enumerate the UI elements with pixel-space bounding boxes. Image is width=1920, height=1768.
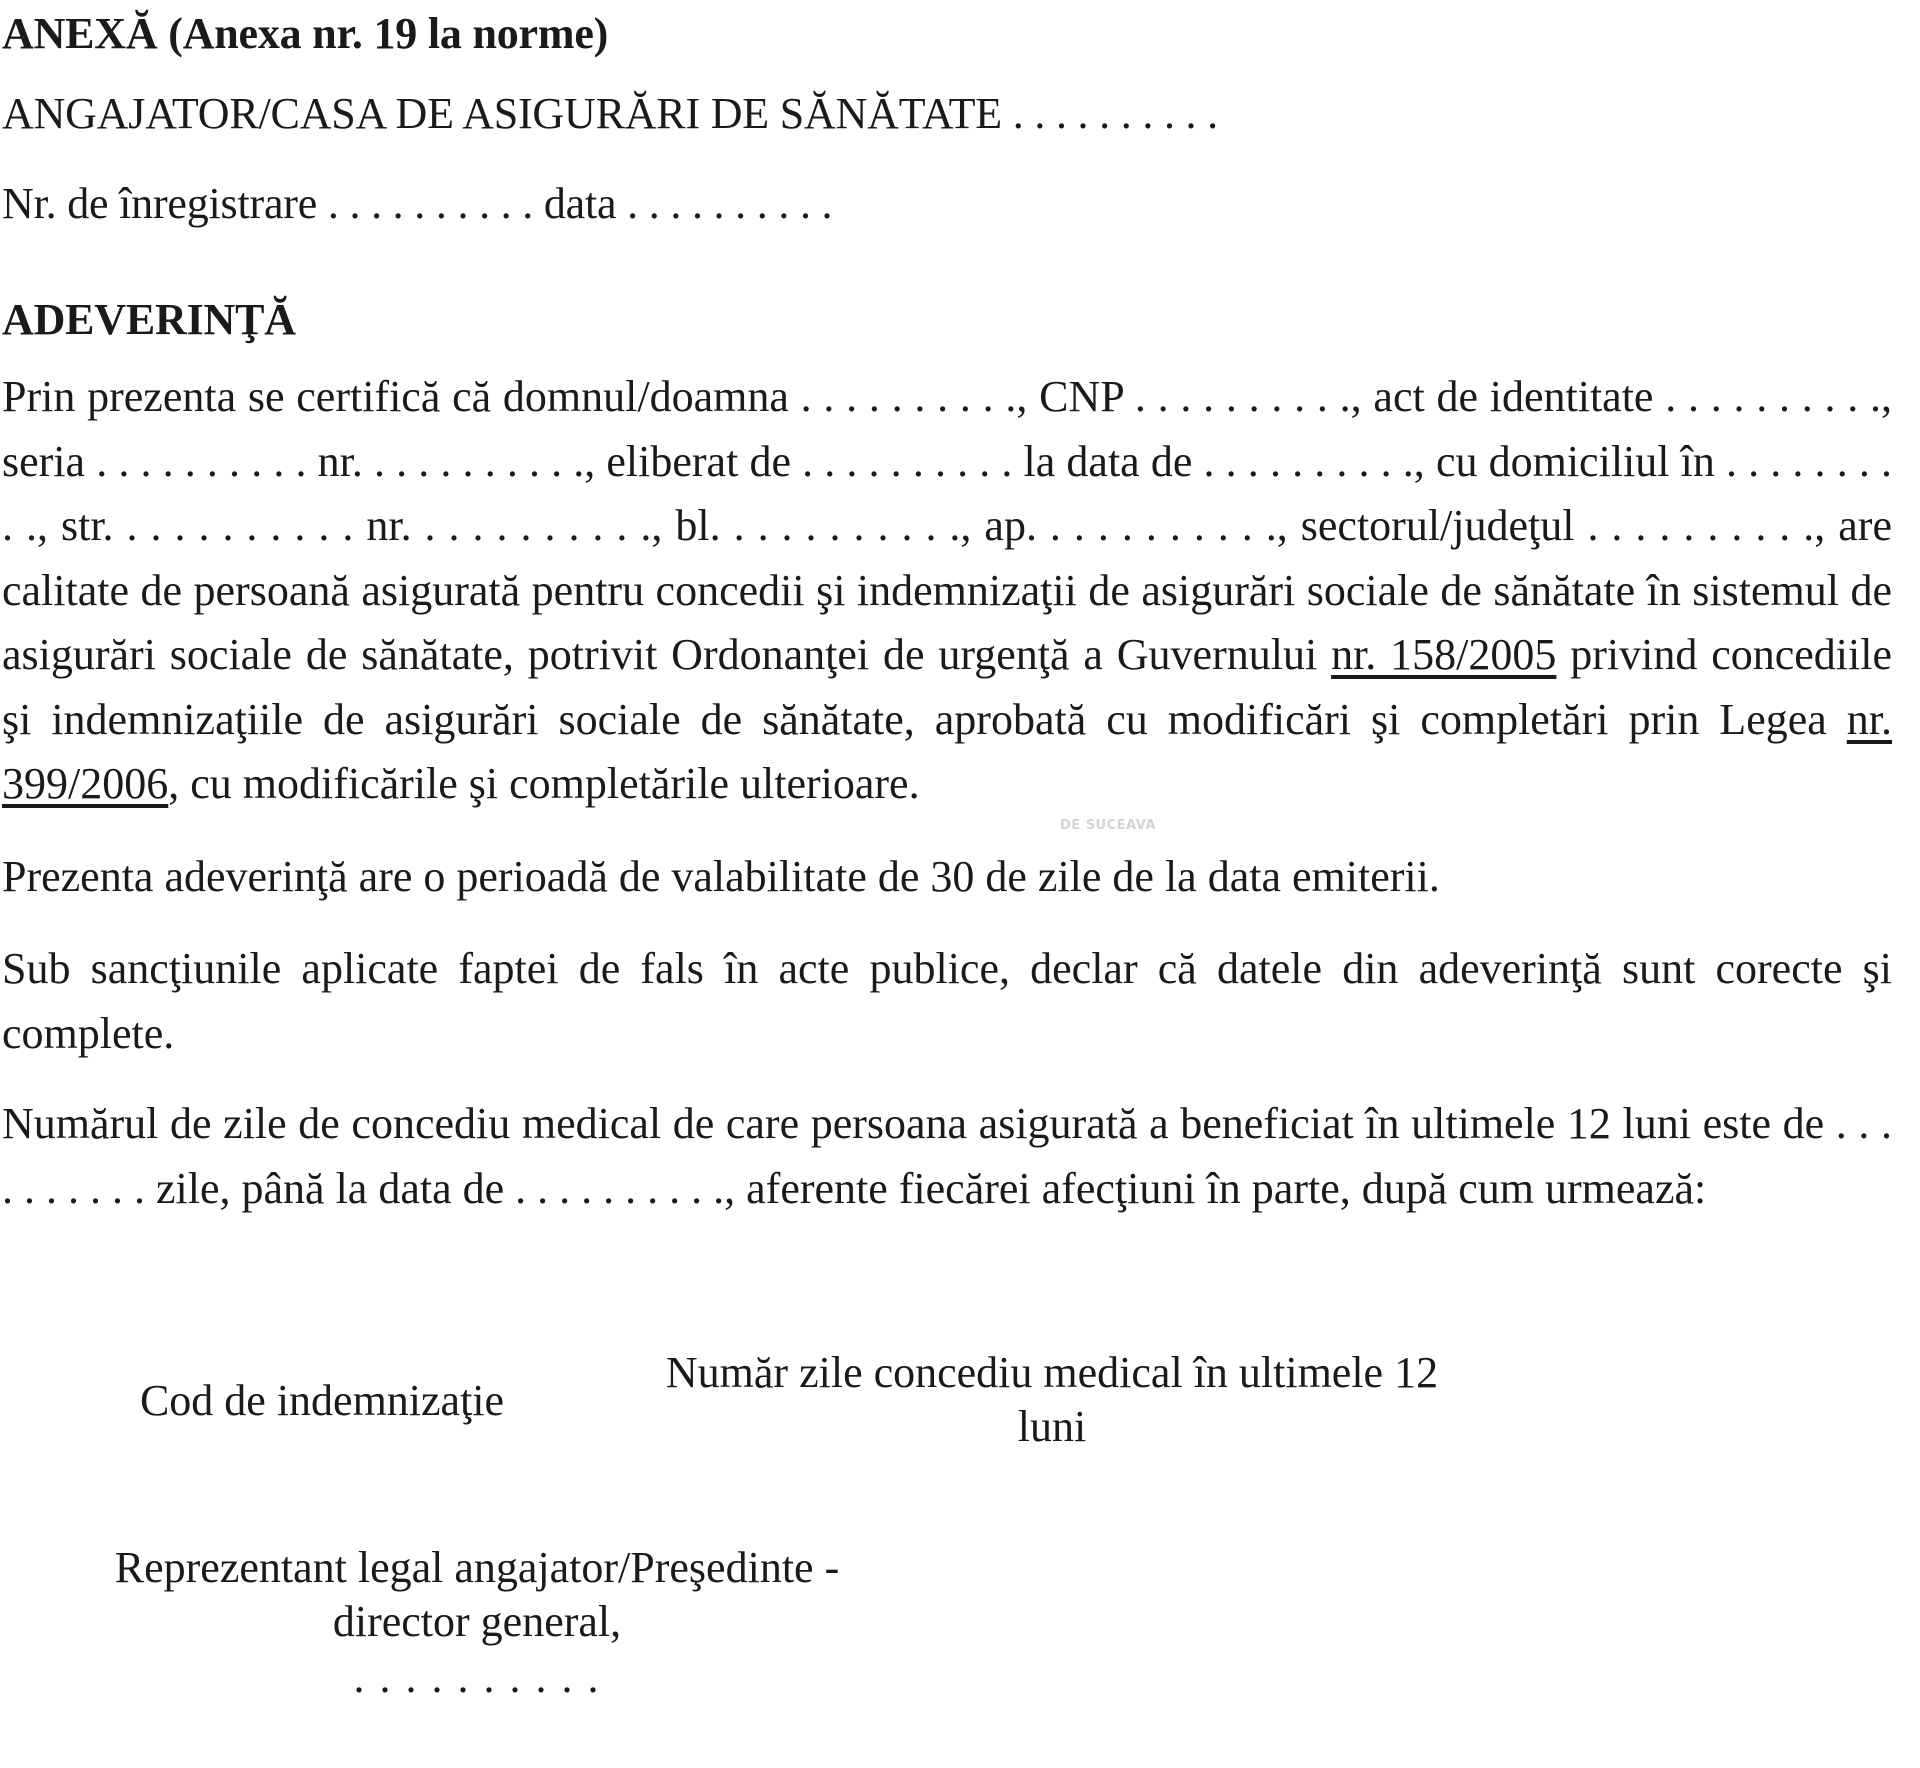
signature-placeholder: . . . . . . . . . . xyxy=(353,1653,601,1702)
law-reference-link[interactable]: nr. 399/2006 xyxy=(2,694,1892,808)
certification-text-1: Prin prezenta se certifică că domnul/doamna . . . . . . . . . ., CNP . . . . . . . . . ., act de identitate . . . . . . . . . ., seria . . . . . . . . . . nr. . . . . . . . . . ., eliberat de . . . . . . . . . . la data de . . . . . . . . . ., cu domiciliul în . . . . . . . . . ., str. . . . . . . . . . . nr. . . . . . . . . . ., bl. . . . . . . . . . ., ap. . . . . . . . . . ., sectorul/judeţul . . . . . . . . . ., are calitate de persoană asigurată pentru concedii şi indemnizaţii de asigurări sociale de sănătate în sistemul de asigurări sociale de sănătate, potrivit Ordonanţei de urgenţă a Guvernului xyxy=(2,372,1892,679)
certification-paragraph xyxy=(2,365,1892,817)
table-header-leave-days: Număr zile concediu medical în ultimele 12 luni xyxy=(665,1348,1439,1451)
table-header-indemnity-code: Cod de indemnizaţie xyxy=(139,1376,505,1425)
declaration-paragraph: Sub sancţiunile aplicate faptei de fals în acte publice, declar că datele din adeverinţă sunt corecte şi complete. xyxy=(2,944,1892,1058)
employer-line: ANGAJATOR/CASA DE ASIGURĂRI DE SĂNĂTATE . . . . . . . . . . xyxy=(2,89,1218,138)
signature-block xyxy=(62,1541,892,1705)
registration-line: Nr. de înregistrare . . . . . . . . . . data . . . . . . . . . . xyxy=(2,179,833,228)
medical-leave-paragraph: Numărul de zile de concediu medical de care persoana asigurată a beneficiat în ultimele 12 luni este de . . . . . . . . . . zile, până la data de . . . . . . . . . ., aferente fiecărei afecţiuni în parte, după cum urmează: xyxy=(2,1099,1892,1213)
signature-role-line-1: Reprezentant legal angajator/Preşedinte - xyxy=(114,1543,840,1592)
signature-role-line-2: director general, xyxy=(332,1597,622,1646)
ordinance-reference-link[interactable]: nr. 158/2005 xyxy=(1331,630,1557,679)
certification-text-3: , cu modificările şi completările ulterioare. xyxy=(168,759,920,808)
document-title: ADEVERINŢĂ xyxy=(2,295,296,344)
annex-heading: ANEXĂ (Anexa nr. 19 la norme) xyxy=(2,9,609,58)
certification-text-2: privind concediile şi indemnizaţiile de asigurări sociale de sănătate, aprobată cu modificări şi completări prin Legea xyxy=(2,630,1893,744)
document-page xyxy=(2,0,1892,1768)
watermark-text: DE SUCEAVA xyxy=(1060,818,1156,833)
validity-paragraph: Prezenta adeverinţă are o perioadă de valabilitate de 30 de zile de la data emiterii. xyxy=(2,852,1440,901)
